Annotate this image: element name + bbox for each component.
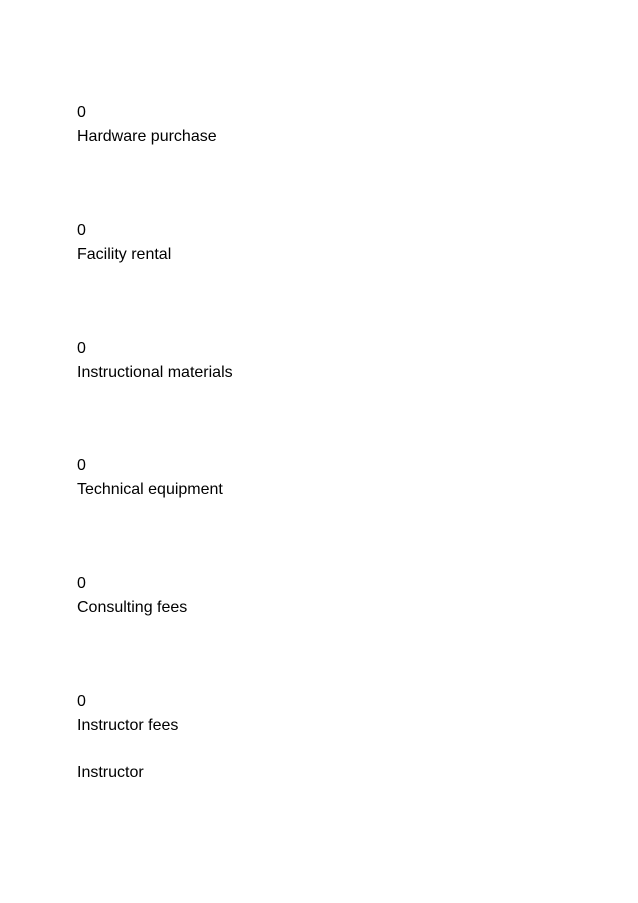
cost-entry-facility-rental: [77, 219, 171, 267]
cost-entry-consulting-fees: [77, 572, 187, 620]
cost-label: Consulting fees: [77, 599, 188, 616]
trailing-text: Instructor: [77, 764, 144, 781]
cost-label: Hardware purchase: [77, 128, 217, 145]
cost-amount: 0: [77, 457, 86, 474]
cost-amount: 0: [77, 104, 86, 121]
cost-label: Instructional materials: [77, 364, 233, 381]
cost-label: Instructor fees: [77, 717, 179, 734]
cost-entry-instructional-materials: [77, 337, 233, 385]
cost-label: Facility rental: [77, 246, 172, 263]
cost-amount: 0: [77, 222, 86, 239]
cost-amount: 0: [77, 693, 86, 710]
cost-amount: 0: [77, 340, 86, 357]
cost-entry-technical-equipment: [77, 454, 223, 502]
cost-entry-instructor-fees: [77, 690, 178, 738]
cost-label: Technical equipment: [77, 481, 223, 498]
cost-amount: 0: [77, 575, 86, 592]
cost-entry-hardware-purchase: [77, 101, 217, 149]
